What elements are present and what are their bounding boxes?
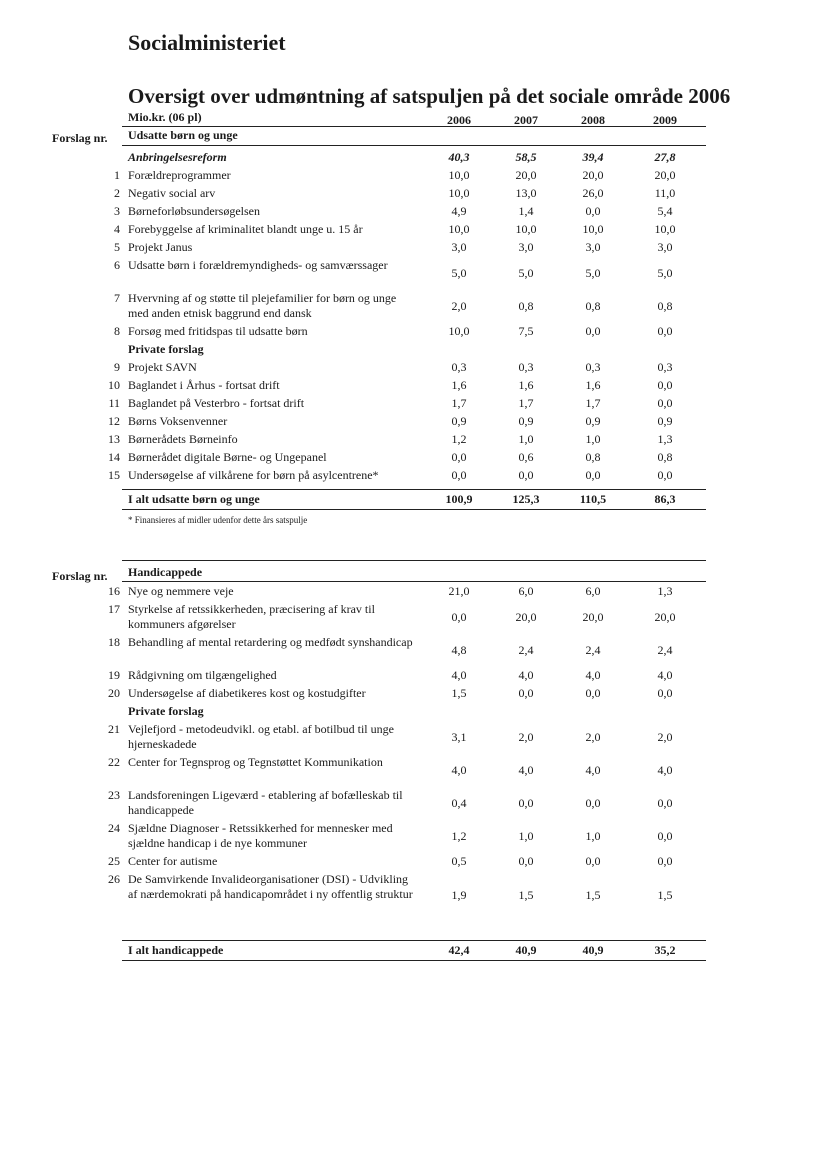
cell-value: 4,0 [657,763,673,777]
cell-value: 0,3 [585,360,601,374]
table-row [0,360,826,378]
row-number: 15 [108,468,120,482]
cell-value: 0,0 [657,854,673,868]
cell-value: 0,6 [518,450,534,464]
cell-value: 1,3 [657,432,673,446]
divider [122,560,706,561]
row-label: Private forslag [128,704,204,718]
cell-value: 20,0 [515,168,537,182]
cell-value: 10,0 [654,222,676,236]
row-number: 1 [114,168,120,182]
table-row [0,258,826,291]
total-value: 35,2 [654,943,676,957]
row-number: 3 [114,204,120,218]
row-number: 2 [114,186,120,200]
total-value: 40,9 [582,943,604,957]
total-value: 100,9 [445,492,473,506]
row-number: 14 [108,450,120,464]
divider [122,489,706,490]
section-heading: Handicappede [128,565,203,579]
row-label: Børns Voksenvenner [128,414,228,428]
total-value: 42,4 [448,943,470,957]
row-label: Center for Tegnsprog og Tegnstøttet Kommunikation [128,755,383,769]
row-number: 13 [108,432,120,446]
cell-value: 1,7 [451,396,467,410]
table-row [0,240,826,258]
table-row [0,432,826,450]
row-label: Forebyggelse af kriminalitet blandt unge u. 15 år [128,222,363,236]
row-label: De Samvirkende Invalideorganisationer (DSI) - Udvikling af nærdemokrati på handicapområdet i ny offentlig struktur [128,872,413,901]
cell-value: 0,8 [585,299,601,313]
cell-value: 4,0 [518,668,534,682]
row-label: Behandling af mental retardering og medfødt synshandicap [128,635,413,649]
cell-value: 20,0 [515,610,537,624]
page-title: Oversigt over udmøntning af satspuljen på det sociale område 2006 [128,84,731,108]
cell-value: 20,0 [582,168,604,182]
cell-value: 0,9 [657,414,673,428]
cell-value: 0,9 [451,414,467,428]
cell-value: 1,7 [518,396,534,410]
row-label: Center for autisme [128,854,218,868]
cell-value: 3,0 [585,240,601,254]
table-row [0,204,826,222]
row-label: Nye og nemmere veje [128,584,234,598]
total-row [0,943,826,959]
row-number: 7 [114,291,120,305]
row-number: 5 [114,240,120,254]
cell-value: 0,0 [585,324,601,338]
cell-value: 4,8 [451,643,467,657]
row-number: 25 [108,854,120,868]
cell-value: 0,0 [451,610,467,624]
row-label: Baglandet i Århus - fortsat drift [128,378,280,392]
table-row [0,396,826,414]
row-label: Private forslag [128,342,204,356]
cell-value: 4,0 [585,668,601,682]
cell-value: 4,0 [451,668,467,682]
total-value: 40,9 [515,943,537,957]
year-header: 2008 [581,113,605,127]
table-row [0,468,826,486]
cell-value: 1,0 [585,432,601,446]
cell-value: 1,5 [657,888,673,902]
cell-value: 27,8 [654,150,676,164]
row-number: 18 [108,635,120,649]
cell-value: 0,5 [451,854,467,868]
total-label: I alt udsatte børn og unge [128,492,260,506]
table-row [0,414,826,432]
table-row [0,872,826,920]
cell-value: 20,0 [654,610,676,624]
divider [122,581,706,582]
row-label: Forældreprogrammer [128,168,231,182]
cell-value: 40,3 [448,150,470,164]
cell-value: 0,0 [585,854,601,868]
cell-value: 13,0 [515,186,537,200]
cell-value: 20,0 [654,168,676,182]
cell-value: 1,6 [451,378,467,392]
row-number: 20 [108,686,120,700]
cell-value: 0,8 [657,450,673,464]
cell-value: 1,0 [518,432,534,446]
table-row [0,602,826,635]
row-label: Børnerådets Børneinfo [128,432,238,446]
cell-value: 0,3 [518,360,534,374]
row-number: 23 [108,788,120,802]
unit-label: Mio.kr. (06 pl) [128,110,202,124]
table-row [0,584,826,602]
cell-value: 21,0 [448,584,470,598]
row-label: Udsatte børn i forældremyndigheds- og samværssager [128,258,388,272]
row-label: Landsforeningen Ligeværd - etablering af bofælleskab til handicappede [128,788,403,817]
cell-value: 6,0 [585,584,601,598]
cell-value: 26,0 [582,186,604,200]
cell-value: 6,0 [518,584,534,598]
row-label: Sjældne Diagnoser - Retssikkerhed for mennesker med sjældne handicap i de nye kommuner [128,821,393,850]
row-number: 11 [108,396,120,410]
row-number: 9 [114,360,120,374]
cell-value: 0,0 [585,686,601,700]
cell-value: 5,0 [451,266,467,280]
cell-value: 5,0 [657,266,673,280]
row-label: Hvervning af og støtte til plejefamilier for børn og unge med anden etnisk baggrund end dansk [128,291,397,320]
cell-value: 3,0 [451,240,467,254]
table-row [0,704,826,722]
cell-value: 4,0 [585,763,601,777]
cell-value: 0,9 [518,414,534,428]
row-number: 21 [108,722,120,736]
divider [122,509,706,510]
row-number: 10 [108,378,120,392]
cell-value: 11,0 [654,186,676,200]
cell-value: 0,0 [451,450,467,464]
cell-value: 0,0 [518,854,534,868]
cell-value: 0,0 [518,686,534,700]
row-label: Undersøgelse af diabetikeres kost og kostudgifter [128,686,366,700]
table-row [0,222,826,240]
cell-value: 1,5 [585,888,601,902]
ministry-name: Socialministeriet [128,30,286,55]
cell-value: 10,0 [448,324,470,338]
cell-value: 0,0 [657,796,673,810]
cell-value: 1,5 [518,888,534,902]
table-row [0,186,826,204]
cell-value: 1,3 [657,584,673,598]
cell-value: 4,0 [451,763,467,777]
row-label: Børnerådet digitale Børne- og Ungepanel [128,450,327,464]
row-number: 19 [108,668,120,682]
table-row [0,722,826,755]
cell-value: 0,0 [585,796,601,810]
row-label: Vejlefjord - metodeudvikl. og etabl. af botilbud til unge hjerneskadede [128,722,394,751]
cell-value: 10,0 [448,222,470,236]
cell-value: 10,0 [448,168,470,182]
table-row [0,378,826,396]
row-label: Projekt Janus [128,240,193,254]
cell-value: 5,0 [585,266,601,280]
table-row [0,755,826,788]
cell-value: 0,0 [657,378,673,392]
cell-value: 5,0 [518,266,534,280]
cell-value: 0,3 [451,360,467,374]
row-number: 22 [108,755,120,769]
table-row [0,150,826,168]
row-label: Undersøgelse af vilkårene for børn på asylcentrene* [128,468,379,482]
cell-value: 0,0 [585,468,601,482]
forslag-label: Forslag nr. [52,569,108,583]
cell-value: 58,5 [515,150,537,164]
cell-value: 2,4 [657,643,673,657]
cell-value: 1,0 [585,829,601,843]
total-label: I alt handicappede [128,943,224,957]
row-label: Baglandet på Vesterbro - fortsat drift [128,396,305,410]
cell-value: 0,3 [657,360,673,374]
table-row [0,788,826,821]
cell-value: 2,4 [518,643,534,657]
cell-value: 0,8 [518,299,534,313]
cell-value: 0,0 [451,468,467,482]
cell-value: 0,0 [657,686,673,700]
row-label: Negativ social arv [128,186,216,200]
row-label: Projekt SAVN [128,360,197,374]
row-number: 12 [108,414,120,428]
cell-value: 4,9 [451,204,467,218]
cell-value: 1,5 [451,686,467,700]
cell-value: 1,7 [585,396,601,410]
divider [122,960,706,961]
cell-value: 4,0 [518,763,534,777]
row-number: 24 [108,821,120,835]
cell-value: 0,9 [585,414,601,428]
cell-value: 10,0 [582,222,604,236]
year-header: 2007 [514,113,538,127]
cell-value: 10,0 [515,222,537,236]
forslag-label: Forslag nr. [52,131,108,145]
cell-value: 39,4 [582,150,604,164]
cell-value: 1,9 [451,888,467,902]
table-row [0,668,826,686]
row-label: Styrkelse af retssikkerheden, præcisering af krav til kommuners afgørelser [128,602,375,631]
table-row [0,854,826,872]
cell-value: 10,0 [448,186,470,200]
row-number: 6 [114,258,120,272]
divider [122,940,706,941]
cell-value: 1,0 [518,829,534,843]
year-header: 2006 [447,113,471,127]
cell-value: 7,5 [518,324,534,338]
year-header: 2009 [653,113,677,127]
cell-value: 0,0 [518,468,534,482]
row-number: 17 [108,602,120,616]
table-row [0,635,826,668]
divider [122,126,706,127]
total-value: 110,5 [579,492,607,506]
cell-value: 1,4 [518,204,534,218]
cell-value: 1,6 [518,378,534,392]
cell-value: 0,8 [585,450,601,464]
row-number: 4 [114,222,120,236]
cell-value: 3,1 [451,730,467,744]
table-row [0,686,826,704]
cell-value: 0,4 [451,796,467,810]
cell-value: 1,2 [451,432,467,446]
cell-value: 2,0 [585,730,601,744]
cell-value: 0,0 [657,829,673,843]
cell-value: 0,0 [585,204,601,218]
table-row [0,291,826,324]
total-value: 125,3 [512,492,540,506]
row-number: 8 [114,324,120,338]
table-row [0,821,826,854]
row-number: 16 [108,584,120,598]
table-row [0,168,826,186]
cell-value: 0,0 [657,324,673,338]
row-number: 26 [108,872,120,886]
cell-value: 2,0 [451,299,467,313]
cell-value: 2,0 [518,730,534,744]
cell-value: 3,0 [518,240,534,254]
row-label: Børneforløbsundersøgelsen [128,204,260,218]
cell-value: 1,2 [451,829,467,843]
row-label: Anbringelsesreform [128,150,227,164]
section-heading: Udsatte børn og unge [128,128,238,142]
footnote: * Finansieres af midler udenfor dette års satspulje [128,515,308,525]
total-value: 86,3 [654,492,676,506]
row-label: Forsøg med fritidspas til udsatte børn [128,324,308,338]
cell-value: 0,0 [518,796,534,810]
cell-value: 4,0 [657,668,673,682]
cell-value: 5,4 [657,204,673,218]
row-label: Rådgivning om tilgængelighed [128,668,277,682]
cell-value: 2,0 [657,730,673,744]
cell-value: 0,0 [657,468,673,482]
total-row [0,492,826,508]
table-row [0,324,826,342]
cell-value: 0,0 [657,396,673,410]
cell-value: 20,0 [582,610,604,624]
cell-value: 3,0 [657,240,673,254]
cell-value: 0,8 [657,299,673,313]
table-row [0,450,826,468]
divider [122,145,706,146]
cell-value: 1,6 [585,378,601,392]
table-row [0,342,826,360]
cell-value: 2,4 [585,643,601,657]
